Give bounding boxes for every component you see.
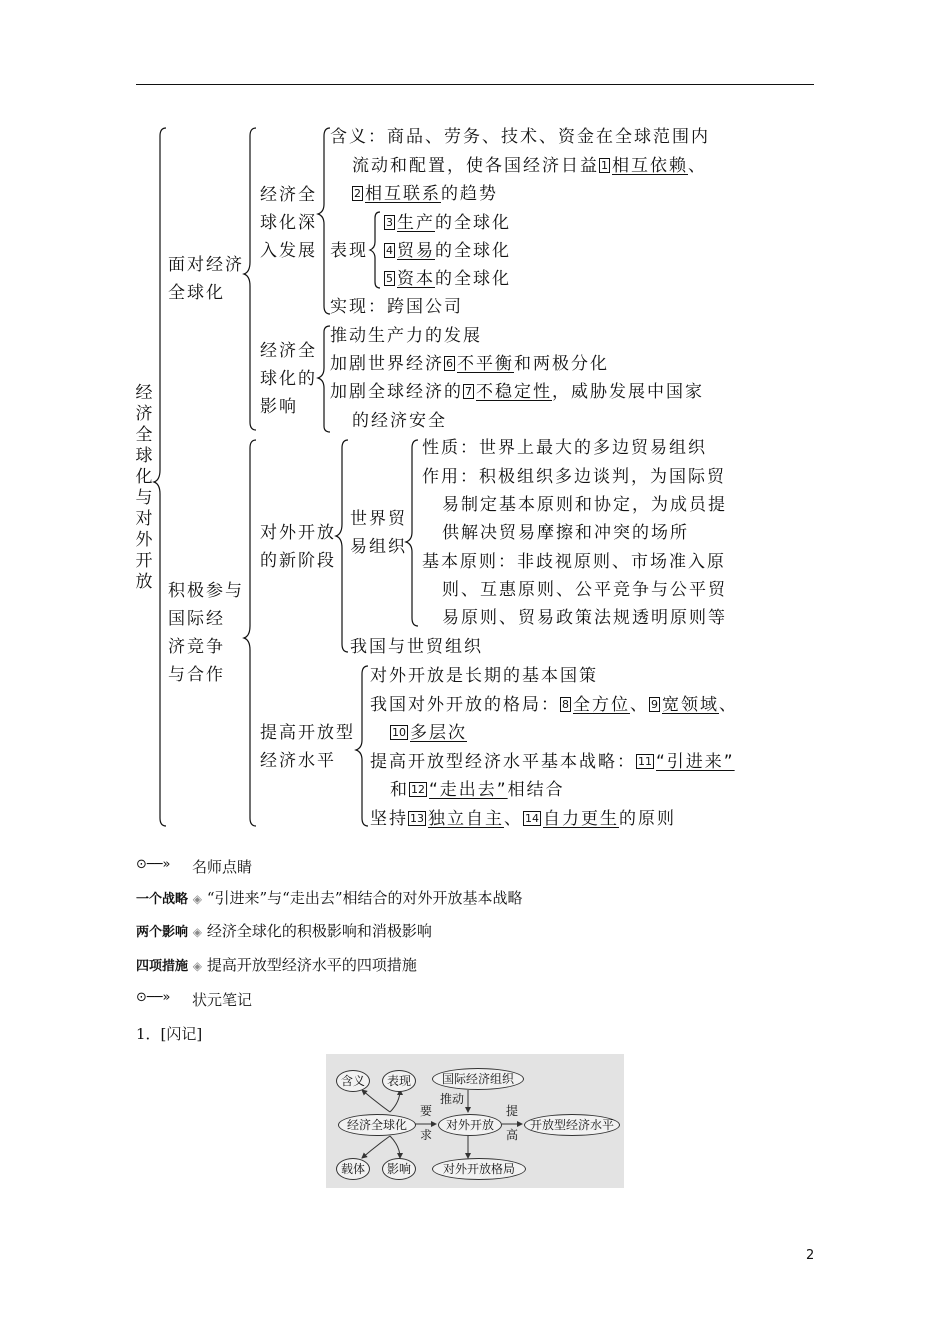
- node-open-economy: 开放型经济水平: [524, 1114, 620, 1136]
- meaning-line-2: 流动和配置，使各国经济日益 1 相互依赖、: [352, 156, 707, 176]
- double-chevron-icon: ◈: [192, 925, 203, 939]
- flash-diagram: [326, 1054, 624, 1188]
- tips-title: 名师点睛: [192, 858, 253, 876]
- tips-row-3: 四项措施 ◈ 提高开放型经济水平的四项措施: [136, 956, 417, 974]
- page-number: 2: [806, 1248, 815, 1263]
- topic-impact-l1: 经济全: [260, 341, 317, 361]
- impact-item-3: 加剧全球经济的 7 不稳定性，威胁发展中国家: [330, 382, 704, 402]
- policy-item-3-cont: 和 12 “走出去”相结合: [390, 780, 565, 800]
- china-wto: 我国与世贸组织: [350, 637, 483, 657]
- impact-item-1: 推动生产力的发展: [330, 326, 482, 346]
- meaning-line-1: 含义：商品、劳务、技术、资金在全球范围内: [330, 127, 710, 147]
- policy-item-1: 对外开放是长期的基本国策: [370, 666, 598, 686]
- show-label: 表现: [330, 241, 368, 261]
- wto-role-l2: 易制定基本原则和协定，为成员提: [442, 495, 727, 515]
- wto-label-l2: 易组织: [350, 537, 407, 557]
- node-globalization: 经济全球化: [338, 1114, 416, 1136]
- node-impact: 影响: [382, 1158, 416, 1180]
- notes-title: 状元笔记: [192, 991, 253, 1009]
- branch-participate-l4: 与合作: [168, 665, 225, 685]
- tips-row-2: 两个影响 ◈ 经济全球化的积极影响和消极影响: [136, 922, 432, 940]
- policy-item-4: 坚持 13 独立自主、 14 自力更生的原则: [370, 809, 676, 829]
- topic-raise-level-l1: 提高开放型: [260, 723, 355, 743]
- topic-impact-l2: 球化的: [260, 369, 317, 389]
- root-label: 经济全球化与对外开放: [135, 383, 153, 592]
- edge-label-require-b: 求: [420, 1128, 433, 1142]
- wto-role-l1: 作用：积极组织多边谈判，为国际贸: [422, 467, 726, 487]
- wto-label-l1: 世界贸: [350, 509, 407, 529]
- branch-participate-l3: 济竞争: [168, 637, 225, 657]
- tips-row-1: 一个战略 ◈ “引进来”与“走出去”相结合的对外开放基本战略: [136, 889, 523, 907]
- double-chevron-icon: ◈: [192, 959, 203, 973]
- policy-item-3: 提高开放型经济水平基本战略： 11 “引进来”: [370, 752, 735, 772]
- edge-label-require-a: 要: [420, 1104, 433, 1118]
- policy-item-2: 我国对外开放的格局： 8 全方位、 9 宽领域、: [370, 695, 738, 715]
- impact-item-2: 加剧世界经济 6 不平衡和两极分化: [330, 354, 609, 374]
- topic-deepening-l2: 球化深: [260, 213, 317, 233]
- node-pattern: 对外开放格局: [432, 1158, 526, 1180]
- notes-item-1: 1．[闪记]: [136, 1025, 203, 1043]
- wto-role-l3: 供解决贸易摩擦和冲突的场所: [442, 523, 689, 543]
- node-carrier: 载体: [336, 1158, 370, 1180]
- topic-raise-level-l2: 经济水平: [260, 751, 336, 771]
- topic-new-stage-l1: 对外开放: [260, 523, 336, 543]
- node-show: 表现: [382, 1070, 416, 1092]
- wto-basic-l1: 基本原则：非歧视原则、市场准入原: [422, 552, 726, 572]
- show-item-trade: 4 贸易的全球化: [386, 241, 511, 261]
- tips-title-icon: ⊙──»: [136, 857, 171, 872]
- branch-participate-l1: 积极参与: [168, 581, 244, 601]
- branch-face-globalization-l1: 面对经济: [168, 255, 244, 275]
- policy-item-2-cont: 10 多层次: [392, 723, 467, 743]
- double-chevron-icon: ◈: [192, 892, 203, 906]
- topic-deepening-l1: 经济全: [260, 185, 317, 205]
- branch-participate-l2: 国际经: [168, 609, 225, 629]
- realize-line: 实现：跨国公司: [330, 297, 463, 317]
- notes-title-icon: ⊙──»: [136, 990, 171, 1005]
- topic-new-stage-l2: 的新阶段: [260, 551, 336, 571]
- topic-impact-l3: 影响: [260, 397, 298, 417]
- edge-label-raise-a: 提: [506, 1104, 519, 1118]
- node-intl-org: 国际经济组织: [432, 1068, 524, 1090]
- node-meaning: 含义: [336, 1070, 370, 1092]
- meaning-line-3: 2 相互联系的趋势: [354, 184, 498, 204]
- wto-basic-l3: 易原则、贸易政策法规透明原则等: [442, 608, 727, 628]
- edge-label-raise-b: 高: [506, 1128, 519, 1142]
- show-item-production: 3 生产的全球化: [386, 213, 511, 233]
- edge-label-push: 推动: [440, 1092, 465, 1106]
- impact-item-3-cont: 的经济安全: [352, 411, 447, 431]
- branch-face-globalization-l2: 全球化: [168, 283, 225, 303]
- topic-deepening-l3: 入发展: [260, 241, 317, 261]
- wto-nature: 性质：世界上最大的多边贸易组织: [422, 438, 707, 458]
- wto-basic-l2: 则、互惠原则、公平竞争与公平贸: [442, 580, 727, 600]
- node-opening: 对外开放: [438, 1114, 502, 1136]
- show-item-capital: 5 资本的全球化: [386, 269, 511, 289]
